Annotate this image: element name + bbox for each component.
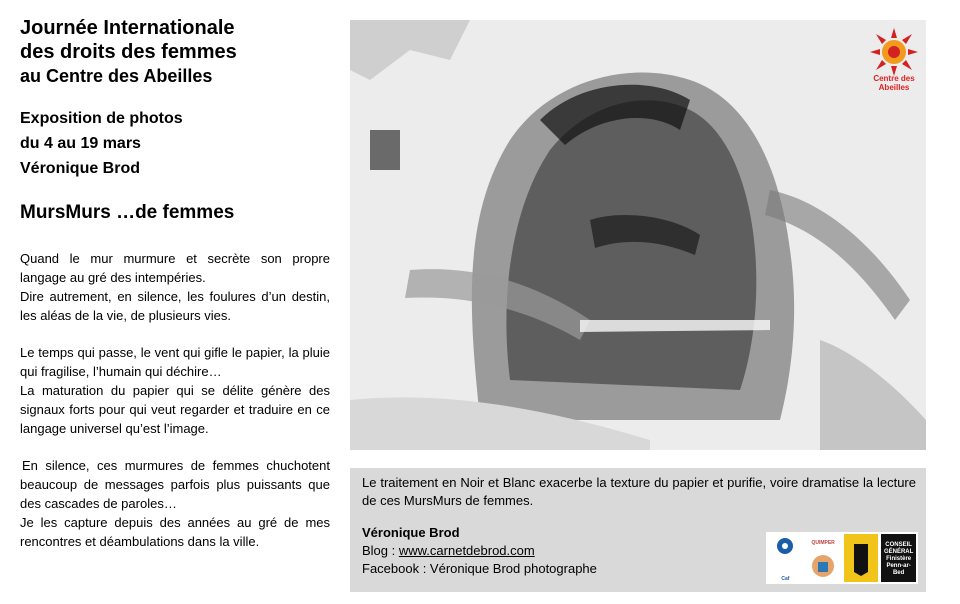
p3-line: chuchotent beaucoup de messages parfois — [20, 458, 330, 492]
exposition-dates: du 4 au 19 mars — [20, 135, 141, 152]
exposition-artist: Véronique Brod — [20, 160, 141, 177]
p3-line: En silence, ces murmures de femmes — [22, 458, 259, 473]
subtitle: au Centre des Abeilles — [20, 66, 213, 86]
finistere-flag-logo — [844, 534, 879, 582]
quimper-label: QUIMPER — [811, 540, 835, 546]
caf-label: Caf — [781, 576, 790, 582]
lion-crest-icon — [848, 534, 874, 582]
title-line-1: Journée Internationale — [20, 17, 235, 39]
caption-author: Véronique Brod — [362, 525, 460, 540]
caf-flower-icon — [770, 534, 800, 562]
partner-logos — [766, 532, 918, 584]
blog-label: Blog : — [362, 543, 399, 558]
quimper-logo — [806, 534, 841, 582]
p2-line: la pluie qui fragilise, l’humain qui déchire… — [20, 345, 330, 379]
caf-logo — [768, 534, 803, 582]
cg-line-3: Finistère — [886, 556, 912, 562]
centre-des-abeilles-sun-logo — [868, 26, 920, 78]
text-column — [20, 16, 330, 569]
p1-line: langage au gré des intempéries. — [20, 270, 206, 285]
p3-line: mes rencontres et déambulations dans la ville. — [20, 515, 330, 549]
theme-heading: MursMurs …de femmes — [20, 202, 235, 223]
exposition-line-1: Exposition de photos — [20, 110, 183, 127]
caption-text: Le traitement en Noir et Blanc exacerbe la texture du papier et purifie, voire dramatise la lecture de ces MursMurs de femmes. — [362, 475, 916, 508]
p3-line: Je les capture depuis des années au gré de — [20, 515, 299, 530]
paragraph-2 — [20, 343, 330, 438]
conseil-general-logo — [881, 534, 916, 582]
exposition-block — [20, 106, 330, 181]
p3-line: plus puissants que des cascades de paroles… — [20, 477, 330, 511]
p2-line: Le temps qui passe, le vent qui gifle le papier, — [20, 345, 285, 360]
p1-line: Quand le mur murmure et secrète son propre — [20, 251, 330, 266]
body-text — [20, 249, 330, 551]
exhibition-photo — [350, 20, 926, 450]
p2-line: des signaux forts pour qui veut regarder et — [20, 383, 330, 417]
p1-line: Dire autrement, en silence, les foulures d’un — [20, 289, 286, 304]
blog-link[interactable]: www.carnetdebrod.com — [398, 543, 535, 558]
p2-line: traduire en ce langage universel qu’est l’image. — [20, 402, 330, 436]
p1-line: destin, les aléas de la vie, de plusieurs vies. — [20, 289, 330, 323]
caption-box — [350, 468, 926, 592]
paragraph-1 — [20, 249, 330, 325]
photo-texture — [350, 20, 926, 450]
cg-line-4: Penn-ar-Bed — [886, 563, 911, 576]
paragraph-3 — [20, 456, 330, 551]
cg-line-2: GÉNÉRAL — [883, 549, 914, 555]
logo-label: Centre des Abeilles — [873, 74, 915, 92]
quimper-crest-icon — [809, 552, 837, 582]
title-line-2: des droits des femmes — [20, 41, 237, 63]
cg-line-1: CONSEIL — [885, 542, 912, 548]
p2-line: La maturation du papier qui se délite génère — [20, 383, 302, 398]
facebook-line: Facebook : Véronique Brod photographe — [362, 561, 597, 576]
